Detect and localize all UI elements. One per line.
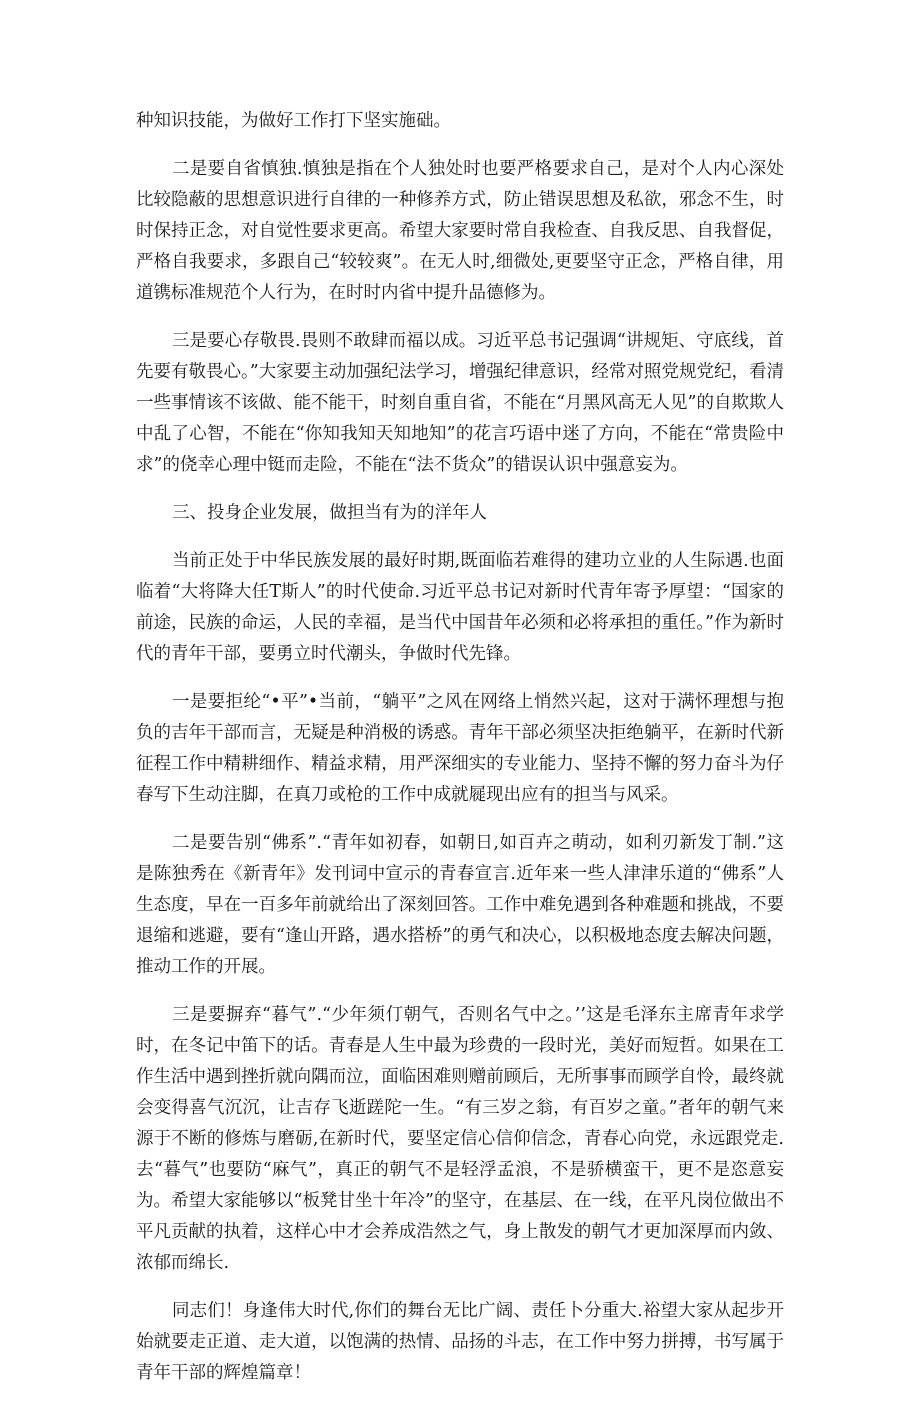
document-body (136, 106, 784, 1406)
paragraph-abandon-lethargy: 三是要摒弃“暮气”.“少年须仃朝气，否则名气中之。’’这是毛泽东主席青年求学时，在冬记中笛下的话。青春是人生中最为珍费的一段时光，美好而短哲。如果在工作生活中遇到挫折就向隅而泣，面临困难则赠前顾后，无所事事而顾学自怜，最终就会变得喜气沉沉，让吉存飞逝蹉陀一生。“有三岁之翁，有百岁之童。”者年的朝气来源于不断的修炼与磨砺,在新时代，要坚定信心信仰信念，青春心向党，永远跟党走.去“暮气”也要防“麻气”，真正的朝气不是轻浮孟浪，不是骄横蛮干，更不是恣意妄为。希望大家能够以“板凳甘坐十年冷”的坚守，在基层、在一线，在平凡岗位做出不平凡贡献的执着，这样心中才会养成浩然之气，身上散发的朝气才更加深厚而内敛、浓郁而绵长. (136, 1005, 784, 1273)
section-heading: 三、投身企业发展，做担当有为的洋年人 (172, 503, 487, 523)
paragraph-continuation: 种知识技能，为做好工作打下坚实施础。 (136, 111, 451, 131)
paragraph-closing: 同志们！身逢伟大时代,你们的舞台无比广阔、责任卜分重大.裕望大家从起步开始就要走正道、走大道，以饱满的热情、品扬的斗志，在工作中努力拼搏，书写属于青年干部的辉煌篇章！ (136, 1301, 784, 1383)
paragraph-reject-lying-flat: 一是要拒纶“•平”•当前，“躺平”之风在网络上悄然兴起，这对于满怀理想与抱负的吉年干部而言，无疑是种消极的诱惑。青年干部必须坚决拒绝躺平，在新时代新征程工作中精耕细作、精益求精，用严深细实的专业能力、坚持不懈的努力奋斗为仔春写下生动注脚，在真刀或枪的工作中成就屣现出应有的担当与风采。 (136, 692, 784, 805)
paragraph-era-mission: 当前正处于中华民族发展的最好时期,既面临若难得的建功立业的人生际遇.也面临着“大将降大任T斯人”的时代使命.习近平总书记对新时代青年寄予厚望：“国家的前途，民族的命运，人民的幸福，是当代中国昔年必须和必将承担的重任。”作为新时代的青年干部，要勇立时代潮头，争做时代先锋。 (136, 551, 784, 664)
paragraph-self-discipline: 二是要自省慎独.慎独是指在个人独处时也要严格要求自己，是对个人内心深处比较隐蔽的思想意识进行自律的一种修养方式，防止错误思想及私欲，邪念不生，时时保持正念，对自觉性要求更高。希望大家要时常自我检查、自我反思、自我督促，严格自我要求，多跟自己“较较爽”。在无人时,细微处,更要坚守正念，严格自律，用道镌标准规范个人行为，在时时内省中提升品德修为。 (136, 159, 784, 303)
paragraph-reverence: 三是要心存敬畏.畏则不敢肆而福以成。习近平总书记强调“讲规矩、守底线，首先要有敬畏心。”大家要主动加强纪法学习，增强纪律意识，经常对照党规党纪，看清一些事情该不该做、能不能干，时刻自重自省，不能在“月黑风高无人见”的自欺欺人中乱了心智，不能在“你知我知天知地知”的花言巧语中迷了方向，不能在“常贵险中求”的侥幸心理中铤而走险，不能在“法不货众”的错误认识中强意妄为。 (136, 331, 784, 475)
paragraph-farewell-buddhist: 二是要告别“佛系”.“青年如初春，如朝日,如百卉之萌动，如利刃新发丁制.”这是陈独秀在《新青年》发刊词中宣示的青春宣言.近年来一些人津津乐道的“佛系”人生态度，早在一百多年前就给出了深刻回答。工作中难免遇到各种难题和挑战，不要退缩和逃避，要有“逢山开路，遇水搭桥”的勇气和决心，以积极地态度去解决问题，推动工作的开展。 (136, 833, 784, 977)
